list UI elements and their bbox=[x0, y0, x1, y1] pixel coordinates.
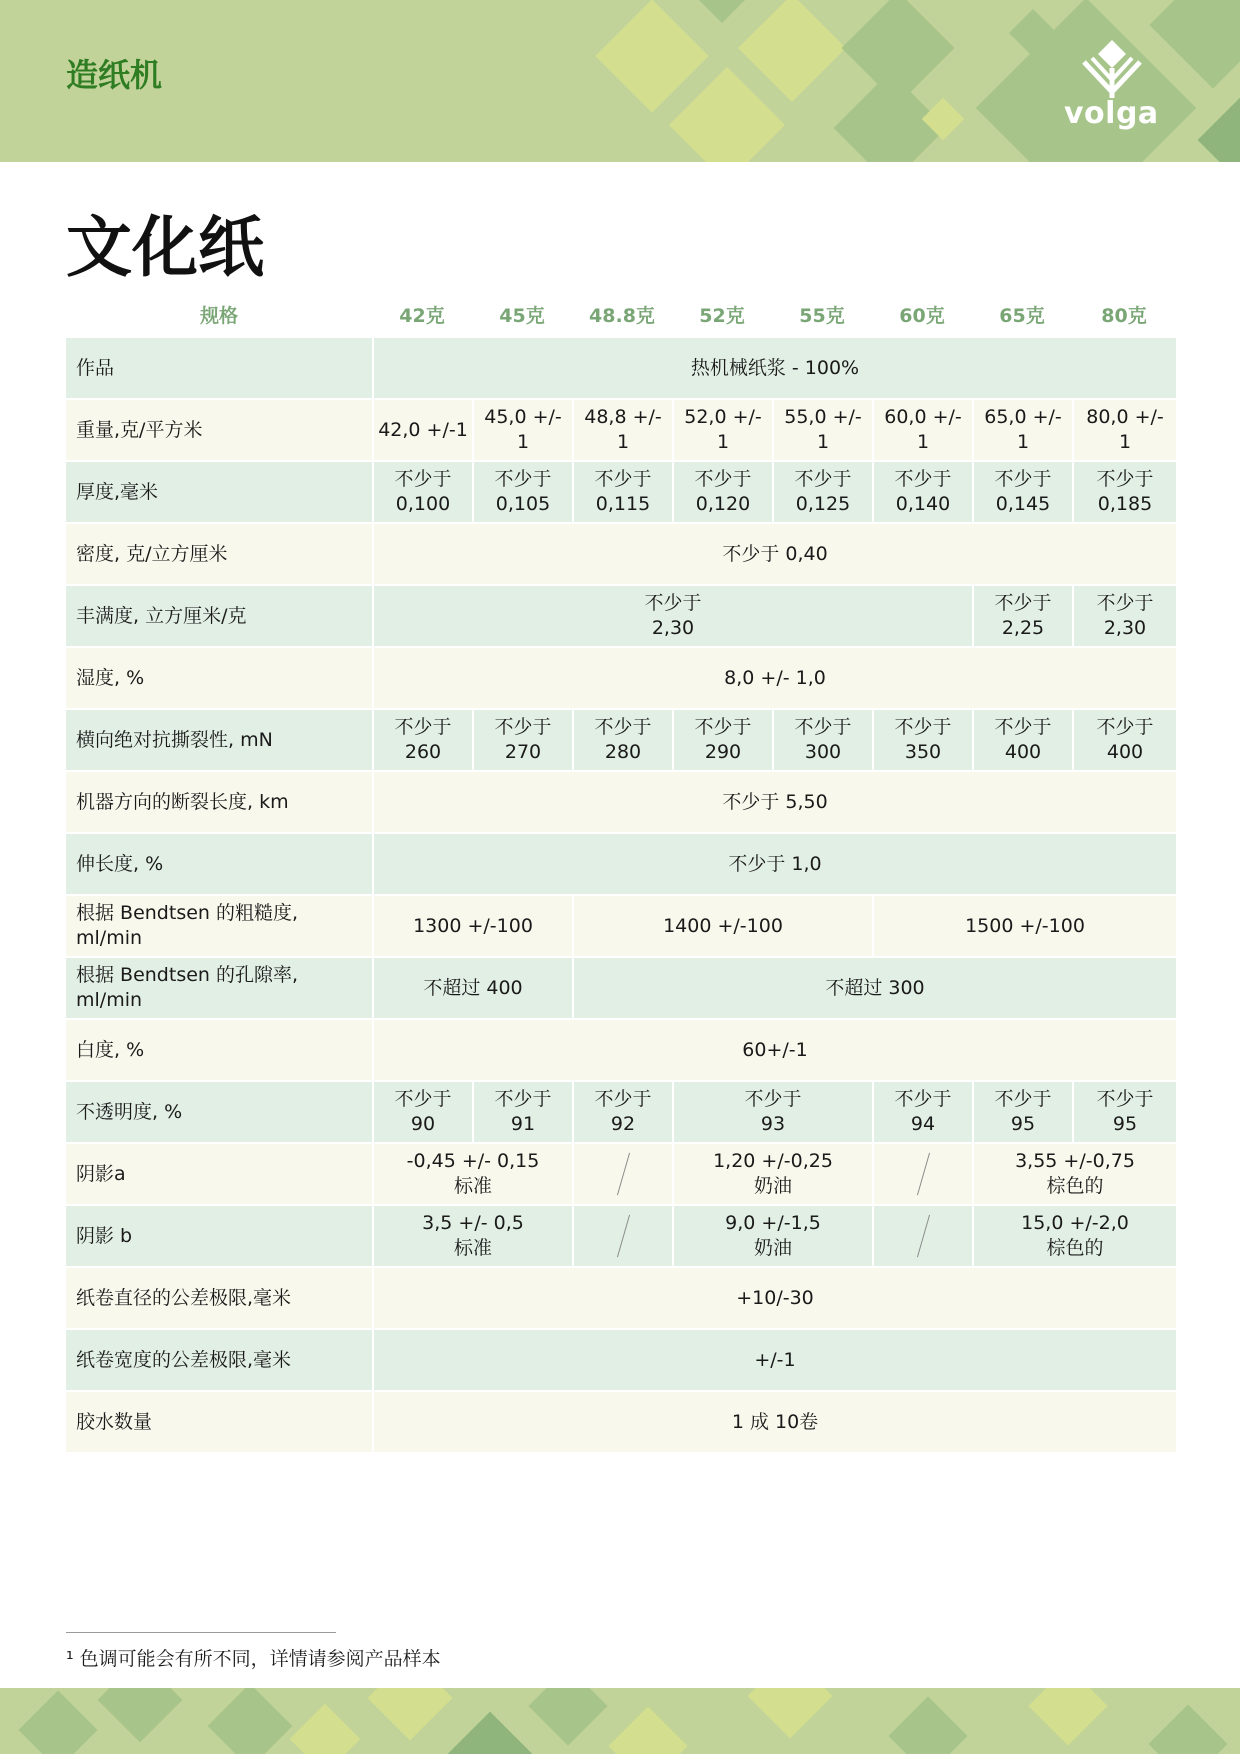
page-title: 文化纸 bbox=[66, 209, 264, 286]
value-cell: +10/-30 bbox=[372, 1266, 1176, 1328]
row-label: 胶水数量 bbox=[66, 1390, 372, 1452]
table-row bbox=[66, 1204, 1176, 1266]
spec-header: 规格 bbox=[199, 304, 238, 327]
value-cell: 不少于 400 bbox=[1072, 708, 1176, 770]
value-cell: 1400 +/-100 bbox=[572, 894, 872, 956]
row-label: 横向绝对抗撕裂性, mN bbox=[66, 708, 372, 770]
value-cell: 9,0 +/-1,5 奶油 bbox=[672, 1204, 872, 1266]
table-row bbox=[66, 708, 1176, 770]
table-row bbox=[66, 398, 1176, 460]
decor-diamond bbox=[528, 1688, 607, 1746]
table-row bbox=[66, 894, 1176, 956]
table-header-row bbox=[66, 292, 1176, 336]
decor-diamond bbox=[368, 1688, 453, 1740]
table-row bbox=[66, 1328, 1176, 1390]
grade-header: 80克 bbox=[1101, 304, 1147, 327]
table-row bbox=[66, 832, 1176, 894]
value-cell: 1 成 10卷 bbox=[372, 1390, 1176, 1452]
value-cell: 1,20 +/-0,25 奶油 bbox=[672, 1142, 872, 1204]
row-label: 根据 Bendtsen 的粗糙度, ml/min bbox=[66, 894, 372, 956]
table-row bbox=[66, 770, 1176, 832]
value-cell: 不少于 92 bbox=[572, 1080, 672, 1142]
value-cell: 3,55 +/-0,75 棕色的 bbox=[972, 1142, 1176, 1204]
decor-diamond bbox=[448, 1712, 533, 1754]
value-cell: 52,0 +/- 1 bbox=[672, 398, 772, 460]
page-header bbox=[0, 0, 1240, 162]
row-label: 作品 bbox=[66, 336, 372, 398]
grade-header: 52克 bbox=[699, 304, 745, 327]
value-cell: 不超过 400 bbox=[372, 956, 572, 1018]
table-row bbox=[66, 1018, 1176, 1080]
row-label: 机器方向的断裂长度, km bbox=[66, 770, 372, 832]
value-cell: -0,45 +/- 0,15 标准 bbox=[372, 1142, 572, 1204]
table-row bbox=[66, 522, 1176, 584]
decor-diamond bbox=[18, 1690, 97, 1754]
value-cell: 不少于 95 bbox=[972, 1080, 1072, 1142]
value-cell: +/-1 bbox=[372, 1328, 1176, 1390]
divider-slash-cell bbox=[572, 1204, 672, 1266]
decor-diamond bbox=[738, 0, 845, 102]
decor-diamond bbox=[608, 1706, 687, 1754]
value-cell: 不少于 400 bbox=[972, 708, 1072, 770]
table-row bbox=[66, 584, 1176, 646]
value-cell: 不少于 90 bbox=[372, 1080, 472, 1142]
grade-header: 55克 bbox=[799, 304, 845, 327]
value-cell: 不少于 2,30 bbox=[1072, 584, 1176, 646]
row-label: 根据 Bendtsen 的孔隙率, ml/min bbox=[66, 956, 372, 1018]
row-label: 不透明度, % bbox=[66, 1080, 372, 1142]
row-label: 纸卷宽度的公差极限,毫米 bbox=[66, 1328, 372, 1390]
value-cell: 不少于 290 bbox=[672, 708, 772, 770]
value-cell: 65,0 +/- 1 bbox=[972, 398, 1072, 460]
table-row bbox=[66, 336, 1176, 398]
value-cell: 不少于 280 bbox=[572, 708, 672, 770]
row-label: 密度, 克/立方厘米 bbox=[66, 522, 372, 584]
value-cell: 不少于 0,120 bbox=[672, 460, 772, 522]
value-cell: 48,8 +/- 1 bbox=[572, 398, 672, 460]
value-cell: 1500 +/-100 bbox=[872, 894, 1176, 956]
value-cell: 不少于 5,50 bbox=[372, 770, 1176, 832]
divider-slash-cell bbox=[872, 1204, 972, 1266]
value-cell: 不少于 300 bbox=[772, 708, 872, 770]
table-row bbox=[66, 1142, 1176, 1204]
value-cell: 1300 +/-100 bbox=[372, 894, 572, 956]
value-cell: 不少于 0,100 bbox=[372, 460, 472, 522]
row-label: 丰满度, 立方厘米/克 bbox=[66, 584, 372, 646]
page-footer bbox=[0, 1688, 1240, 1754]
value-cell: 80,0 +/- 1 bbox=[1072, 398, 1176, 460]
row-label: 阴影 b bbox=[66, 1204, 372, 1266]
value-cell: 不少于 260 bbox=[372, 708, 472, 770]
row-label: 湿度, % bbox=[66, 646, 372, 708]
value-cell: 不少于 0,125 bbox=[772, 460, 872, 522]
table-row bbox=[66, 1390, 1176, 1452]
value-cell: 55,0 +/- 1 bbox=[772, 398, 872, 460]
value-cell: 45,0 +/- 1 bbox=[472, 398, 572, 460]
divider-slash-cell bbox=[872, 1142, 972, 1204]
grade-header: 60克 bbox=[899, 304, 945, 327]
row-label: 重量,克/平方米 bbox=[66, 398, 372, 460]
category-label: 造纸机 bbox=[66, 56, 163, 94]
row-label: 厚度,毫米 bbox=[66, 460, 372, 522]
value-cell: 不少于 93 bbox=[672, 1080, 872, 1142]
value-cell: 热机械纸浆 - 100% bbox=[372, 336, 1176, 398]
row-label: 纸卷直径的公差极限,毫米 bbox=[66, 1266, 372, 1328]
value-cell: 3,5 +/- 0,5 标准 bbox=[372, 1204, 572, 1266]
decor-diamond bbox=[669, 67, 785, 162]
value-cell: 不少于 94 bbox=[872, 1080, 972, 1142]
table-row bbox=[66, 1080, 1176, 1142]
value-cell: 不少于 95 bbox=[1072, 1080, 1176, 1142]
value-cell: 不少于 2,25 bbox=[972, 584, 1072, 646]
grade-header: 42克 bbox=[399, 304, 445, 327]
value-cell: 15,0 +/-2,0 棕色的 bbox=[972, 1204, 1176, 1266]
row-label: 伸长度, % bbox=[66, 832, 372, 894]
divider-slash-cell bbox=[572, 1142, 672, 1204]
row-label: 白度, % bbox=[66, 1018, 372, 1080]
value-cell: 60,0 +/- 1 bbox=[872, 398, 972, 460]
row-label: 阴影a bbox=[66, 1142, 372, 1204]
decor-diamond bbox=[888, 1696, 967, 1754]
decor-diamond bbox=[208, 1688, 293, 1754]
value-cell: 不少于 0,105 bbox=[472, 460, 572, 522]
value-cell: 不少于 0,140 bbox=[872, 460, 972, 522]
decor-diamond bbox=[1198, 98, 1240, 162]
value-cell: 不少于 0,145 bbox=[972, 460, 1072, 522]
value-cell: 不少于 2,30 bbox=[372, 584, 972, 646]
value-cell: 不少于 0,115 bbox=[572, 460, 672, 522]
table-row bbox=[66, 956, 1176, 1018]
table-row bbox=[66, 460, 1176, 522]
table-row bbox=[66, 1266, 1176, 1328]
table-row bbox=[66, 646, 1176, 708]
decor-diamond bbox=[748, 1688, 833, 1738]
decor-diamond bbox=[595, 0, 708, 113]
value-cell: 不少于 0,185 bbox=[1072, 460, 1176, 522]
decor-diamond bbox=[290, 1704, 361, 1754]
value-cell: 42,0 +/-1 bbox=[372, 398, 472, 460]
footnote-divider bbox=[66, 1632, 336, 1633]
value-cell: 不少于 0,40 bbox=[372, 522, 1176, 584]
decor-diamond bbox=[1028, 1688, 1107, 1746]
spec-table-body bbox=[66, 336, 1176, 1452]
volga-logo-text: volga bbox=[1064, 96, 1159, 131]
spec-table bbox=[66, 292, 1176, 1452]
decor-diamond bbox=[98, 1688, 183, 1742]
footnote: ¹ 色调可能会有所不同，详情请参阅产品样本 bbox=[66, 1648, 441, 1670]
value-cell: 不少于 91 bbox=[472, 1080, 572, 1142]
decor-diamond bbox=[691, 0, 753, 23]
grade-header: 45克 bbox=[499, 304, 545, 327]
value-cell: 不超过 300 bbox=[572, 956, 1176, 1018]
value-cell: 不少于 1,0 bbox=[372, 832, 1176, 894]
grade-header: 65克 bbox=[999, 304, 1045, 327]
value-cell: 不少于 350 bbox=[872, 708, 972, 770]
value-cell: 不少于 270 bbox=[472, 708, 572, 770]
decor-diamond bbox=[1148, 1704, 1227, 1754]
value-cell: 60+/-1 bbox=[372, 1018, 1176, 1080]
value-cell: 8,0 +/- 1,0 bbox=[372, 646, 1176, 708]
grade-header: 48.8克 bbox=[589, 304, 655, 327]
